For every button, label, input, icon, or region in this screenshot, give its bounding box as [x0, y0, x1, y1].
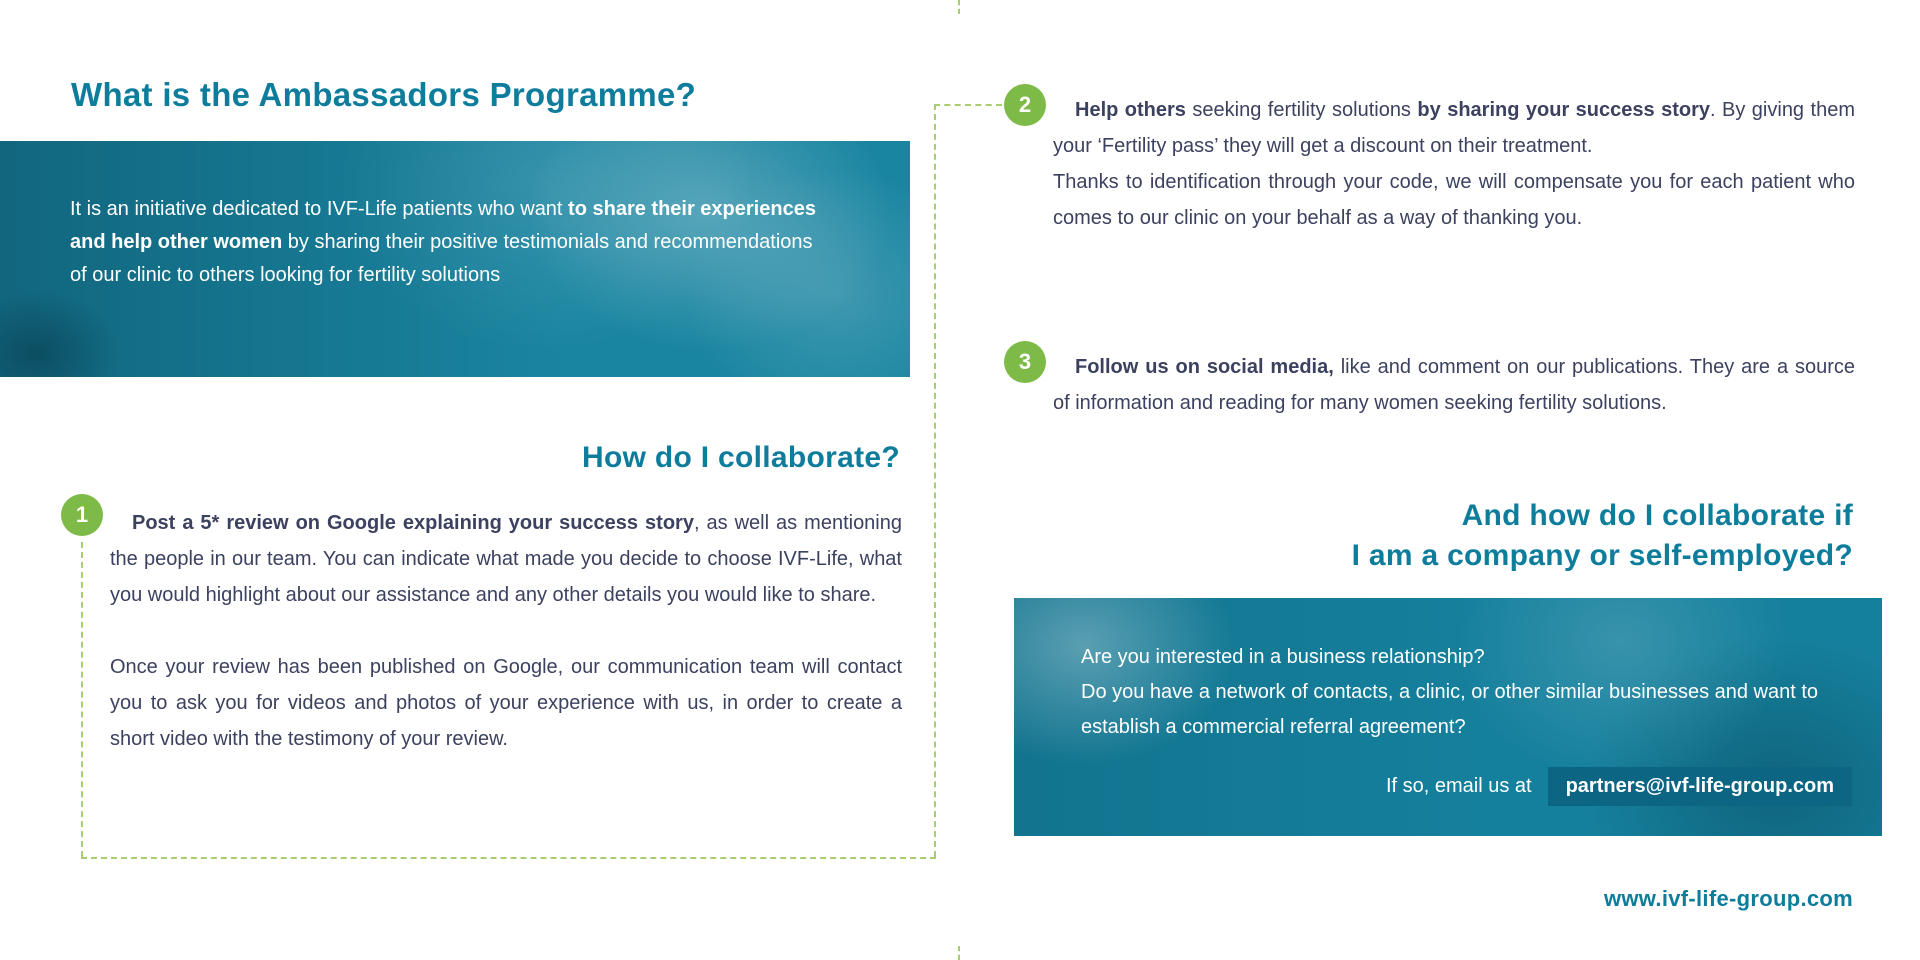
fold-mark-bottom [958, 946, 960, 960]
page-title-ambassadors: What is the Ambassadors Programme? [71, 76, 697, 113]
business-question-2: Do you have a network of contacts, a clinic, or other similar businesses and want to establish a commercial referral agreement? [1081, 681, 1819, 738]
website-link[interactable]: www.ivf-life-group.com [1603, 886, 1853, 911]
step-1-badge [61, 494, 103, 536]
step-3-paragraph: Follow us on social media, like and comment on our publications. They are a source of information and reading for many women seeking fertility solutions. [1053, 356, 1855, 414]
email-prompt: If so, email us at [1385, 775, 1532, 797]
step-2-number: 2 [1018, 92, 1032, 117]
email-row [1081, 767, 1852, 806]
dashed-connector-top-horizontal [934, 104, 1002, 106]
collaborate-heading: How do I collaborate? [582, 441, 900, 474]
business-question-1: Are you interested in a business relationship? [1081, 646, 1485, 668]
step-3-text [1053, 349, 1855, 421]
step-3-badge [1004, 341, 1046, 383]
dashed-connector-left-vertical [81, 542, 83, 857]
step-2-badge [1004, 84, 1046, 126]
fold-mark-top [958, 0, 960, 14]
company-collaborate-heading [1053, 496, 1853, 575]
dashed-connector-right-vertical [934, 104, 936, 857]
step-1-number: 1 [75, 502, 89, 527]
step-2-text [1053, 92, 1855, 236]
intro-banner-text: It is an initiative dedicated to IVF-Life patients who want to share their experiences and help other women by sharing their positive testimonials and recommendations of our clinic to others looking for fertility solutions [70, 198, 816, 286]
step-1-text [110, 505, 902, 757]
intro-photo-banner [0, 141, 910, 377]
dashed-connector-bottom-horizontal [81, 857, 936, 859]
company-heading-line-2: I am a company or self-employed? [1351, 538, 1853, 572]
company-heading-line-1: And how do I collaborate if [1461, 499, 1853, 532]
step-2-paragraph-1: Help others seeking fertility solutions by sharing your success story. By giving them your ‘Fertility pass’ they will get a discount on their treatment. [1053, 99, 1855, 157]
step-1-paragraph-1: Post a 5* review on Google explaining your success story, as well as mentioning the people in our team. You can indicate what made you decide to choose IVF-Life, what you would highlight about our assistance and any other details you would like to share. [110, 512, 902, 606]
step-3-number: 3 [1018, 349, 1032, 374]
partners-email-link[interactable]: partners@ivf-life-group.com [1548, 767, 1852, 806]
step-1-paragraph-2: Once your review has been published on Google, our communication team will contact you to ask you for videos and photos of your experience with us, in order to create a short video with the testimony of your review. [110, 656, 902, 750]
step-2-paragraph-2: Thanks to identification through your code, we will compensate you for each patient who comes to our clinic on your behalf as a way of thanking you. [1053, 171, 1855, 229]
business-photo-banner [1014, 598, 1882, 836]
